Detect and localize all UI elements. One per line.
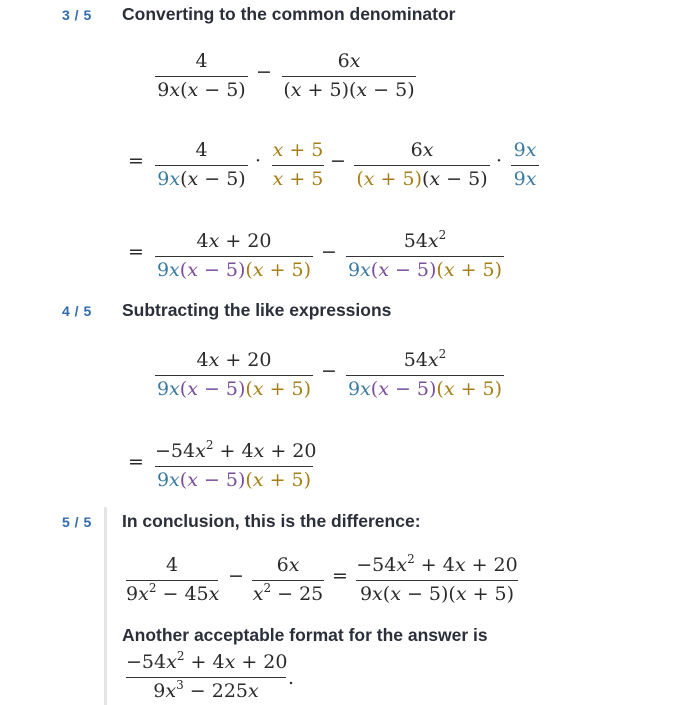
fraction: $-54x^2 + 4x + 20$ $9x^3 - 225x$	[126, 649, 288, 702]
fraction: $-54x^2 + 4x + 20$ 9x(x − 5)(x + 5)	[356, 552, 518, 605]
fraction: 6x $x^2 - 25$	[252, 554, 324, 605]
alt-format-text: Another acceptable format for the answer is	[122, 625, 488, 645]
step-heading: Subtracting the like expressions	[122, 300, 392, 320]
step-heading: Converting to the common denominator	[122, 4, 456, 24]
fraction: 4x + 20 9x(x − 5)(x + 5)	[156, 349, 312, 400]
math-expression: = 4 9x(x − 5) · x + 5 x + 5 − 6x (x + 5)(x − 5) · 9x 9x	[120, 139, 550, 189]
fraction: $54x^2$ 9x(x − 5)(x + 5)	[347, 228, 503, 281]
math-expression: = 4x + 20 9x(x − 5)(x + 5) − $54x^2$ 9x(x − 5)(x + 5)	[128, 228, 503, 281]
fraction: $-54x^2 + 4x + 20$ 9x(x − 5)(x + 5)	[155, 438, 317, 491]
math-expression: 4 $9x^2 - 45x$ − 6x $x^2 - 25$ = $-54x^2 + 4x + 20$ 9x(x − 5)(x + 5)	[126, 552, 518, 605]
fraction: x + 5 x + 5	[272, 139, 324, 190]
fraction: 4 9x(x − 5)	[155, 139, 248, 191]
fraction: 6x (x + 5)(x − 5)	[354, 139, 490, 191]
fraction: 4x + 20 9x(x − 5)(x + 5)	[156, 230, 312, 281]
math-expression: 4 9x(x − 5) − 6x (x + 5)(x − 5)	[120, 50, 440, 100]
fraction: 6x (x + 5)(x − 5)	[283, 50, 415, 101]
math-expression: = $-54x^2 + 4x + 20$ 9x(x − 5)(x + 5)	[128, 438, 317, 491]
step-divider	[104, 507, 107, 705]
step-heading: In conclusion, this is the difference:	[122, 511, 421, 531]
fraction: 4 9x(x − 5)	[155, 50, 248, 102]
step-number: 5 / 5	[62, 514, 92, 530]
step-number: 4 / 5	[62, 303, 92, 319]
step-number: 3 / 5	[62, 7, 92, 23]
math-expression: 4x + 20 9x(x − 5)(x + 5) − $54x^2$ 9x(x − 5)(x + 5)	[156, 347, 503, 400]
math-expression: $-54x^2 + 4x + 20$ $9x^3 - 225x$ .	[126, 649, 295, 702]
fraction: 4 $9x^2 - 45x$	[126, 554, 220, 605]
fraction: $54x^2$ 9x(x − 5)(x + 5)	[347, 347, 503, 400]
fraction: 9x 9x	[511, 139, 539, 191]
